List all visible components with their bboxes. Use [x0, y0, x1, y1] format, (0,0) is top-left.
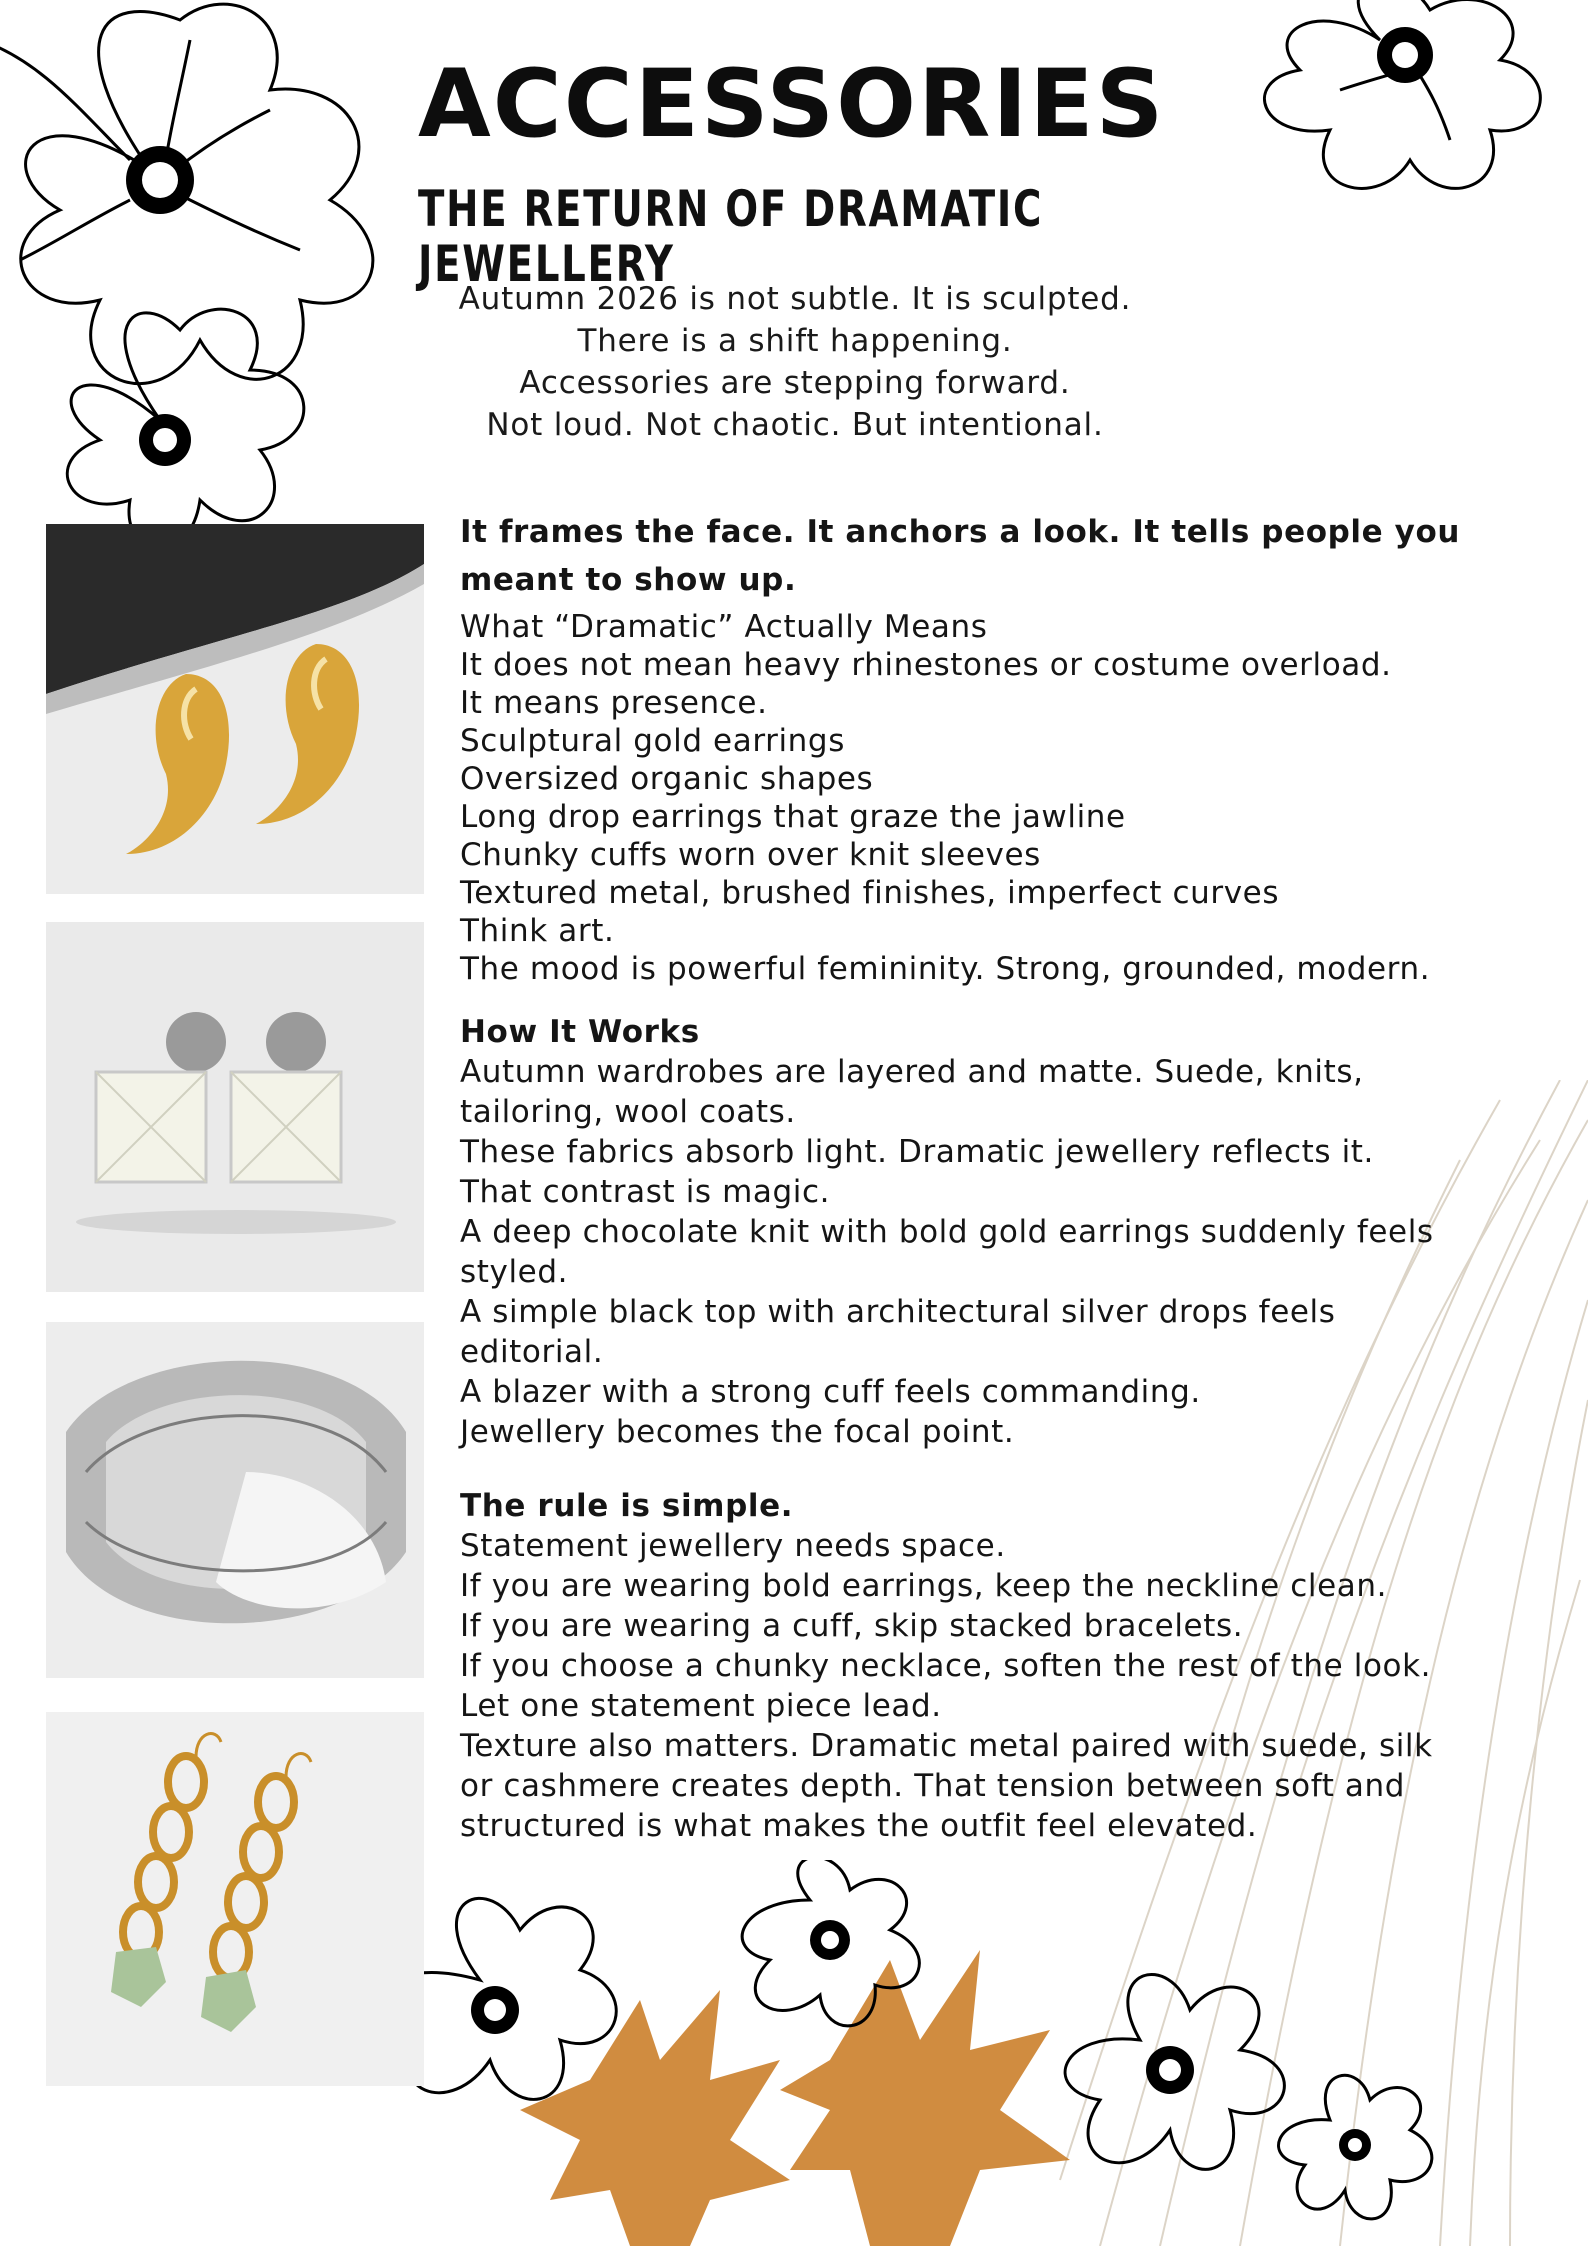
- body-line: A simple black top with architectural silver drops feels: [460, 1294, 1336, 1330]
- body-line: Long drop earrings that graze the jawline: [460, 799, 1126, 835]
- lead-statement: [460, 508, 1530, 604]
- body-line: If you choose a chunky necklace, soften the rest of the look.: [460, 1648, 1432, 1684]
- lead-line: meant to show up.: [460, 562, 797, 598]
- body-line: structured is what makes the outfit feel elevated.: [460, 1808, 1258, 1844]
- flower-illustration-top-right: [1200, 0, 1588, 210]
- body-line: It does not mean heavy rhinestones or costume overload.: [460, 647, 1392, 683]
- body-line: or cashmere creates depth. That tension between soft and: [460, 1768, 1406, 1804]
- body-line: Think art.: [460, 913, 615, 949]
- gold-teardrop-earrings-photo: [46, 524, 424, 894]
- intro-line: Accessories are stepping forward.: [519, 365, 1071, 401]
- body-line: If you are wearing bold earrings, keep the neckline clean.: [460, 1568, 1388, 1604]
- body-line: tailoring, wool coats.: [460, 1094, 796, 1130]
- intro-line: Autumn 2026 is not subtle. It is sculpted.: [458, 281, 1132, 317]
- flower-center: [126, 146, 194, 214]
- how-it-works-section: [460, 1012, 1520, 1452]
- body-line: Autumn wardrobes are layered and matte. Suede, knits,: [460, 1054, 1364, 1090]
- intro-text: [400, 278, 1190, 446]
- section-heading: The rule is simple.: [460, 1488, 794, 1524]
- body-line: editorial.: [460, 1334, 604, 1370]
- body-line: Jewellery becomes the focal point.: [460, 1414, 1015, 1450]
- body-line: A deep chocolate knit with bold gold earrings suddenly feels: [460, 1214, 1434, 1250]
- body-line: Oversized organic shapes: [460, 761, 874, 797]
- body-line: Let one statement piece lead.: [460, 1688, 942, 1724]
- body-line: A blazer with a strong cuff feels commanding.: [460, 1374, 1201, 1410]
- dramatic-section: [460, 508, 1530, 988]
- page-subtitle: THE RETURN OF DRAMATIC JEWELLERY: [418, 180, 1044, 293]
- body-line: Statement jewellery needs space.: [460, 1528, 1006, 1564]
- body-line: It means presence.: [460, 685, 768, 721]
- autumn-leaves-flowers-illustration: [330, 1860, 1588, 2246]
- body-line: styled.: [460, 1254, 569, 1290]
- gold-chain-drop-earrings-photo: [46, 1712, 424, 2086]
- flower-illustration-top-left: [0, 0, 420, 600]
- body-line: The mood is powerful femininity. Strong, grounded, modern.: [460, 951, 1431, 987]
- body-line: Chunky cuffs worn over knit sleeves: [460, 837, 1041, 873]
- body-line: These fabrics absorb light. Dramatic jewellery reflects it.: [460, 1134, 1374, 1170]
- body-line: That contrast is magic.: [460, 1174, 831, 1210]
- body-line: Sculptural gold earrings: [460, 723, 845, 759]
- body-line: What “Dramatic” Actually Means: [460, 609, 988, 645]
- silver-cuff-bracelet-photo: [46, 1322, 424, 1678]
- intro-line: There is a shift happening.: [577, 323, 1013, 359]
- lead-line: It frames the face. It anchors a look. It tells people you: [460, 514, 1461, 550]
- section-heading: How It Works: [460, 1014, 700, 1050]
- body-line: Texture also matters. Dramatic metal paired with suede, silk: [460, 1728, 1433, 1764]
- square-diamond-studs-photo: [46, 922, 424, 1292]
- body-line: If you are wearing a cuff, skip stacked bracelets.: [460, 1608, 1244, 1644]
- page-title: ACCESSORIES: [418, 50, 1166, 159]
- body-line: Textured metal, brushed finishes, imperfect curves: [460, 875, 1280, 911]
- rule-section: [460, 1486, 1520, 1846]
- intro-line: Not loud. Not chaotic. But intentional.: [486, 407, 1104, 443]
